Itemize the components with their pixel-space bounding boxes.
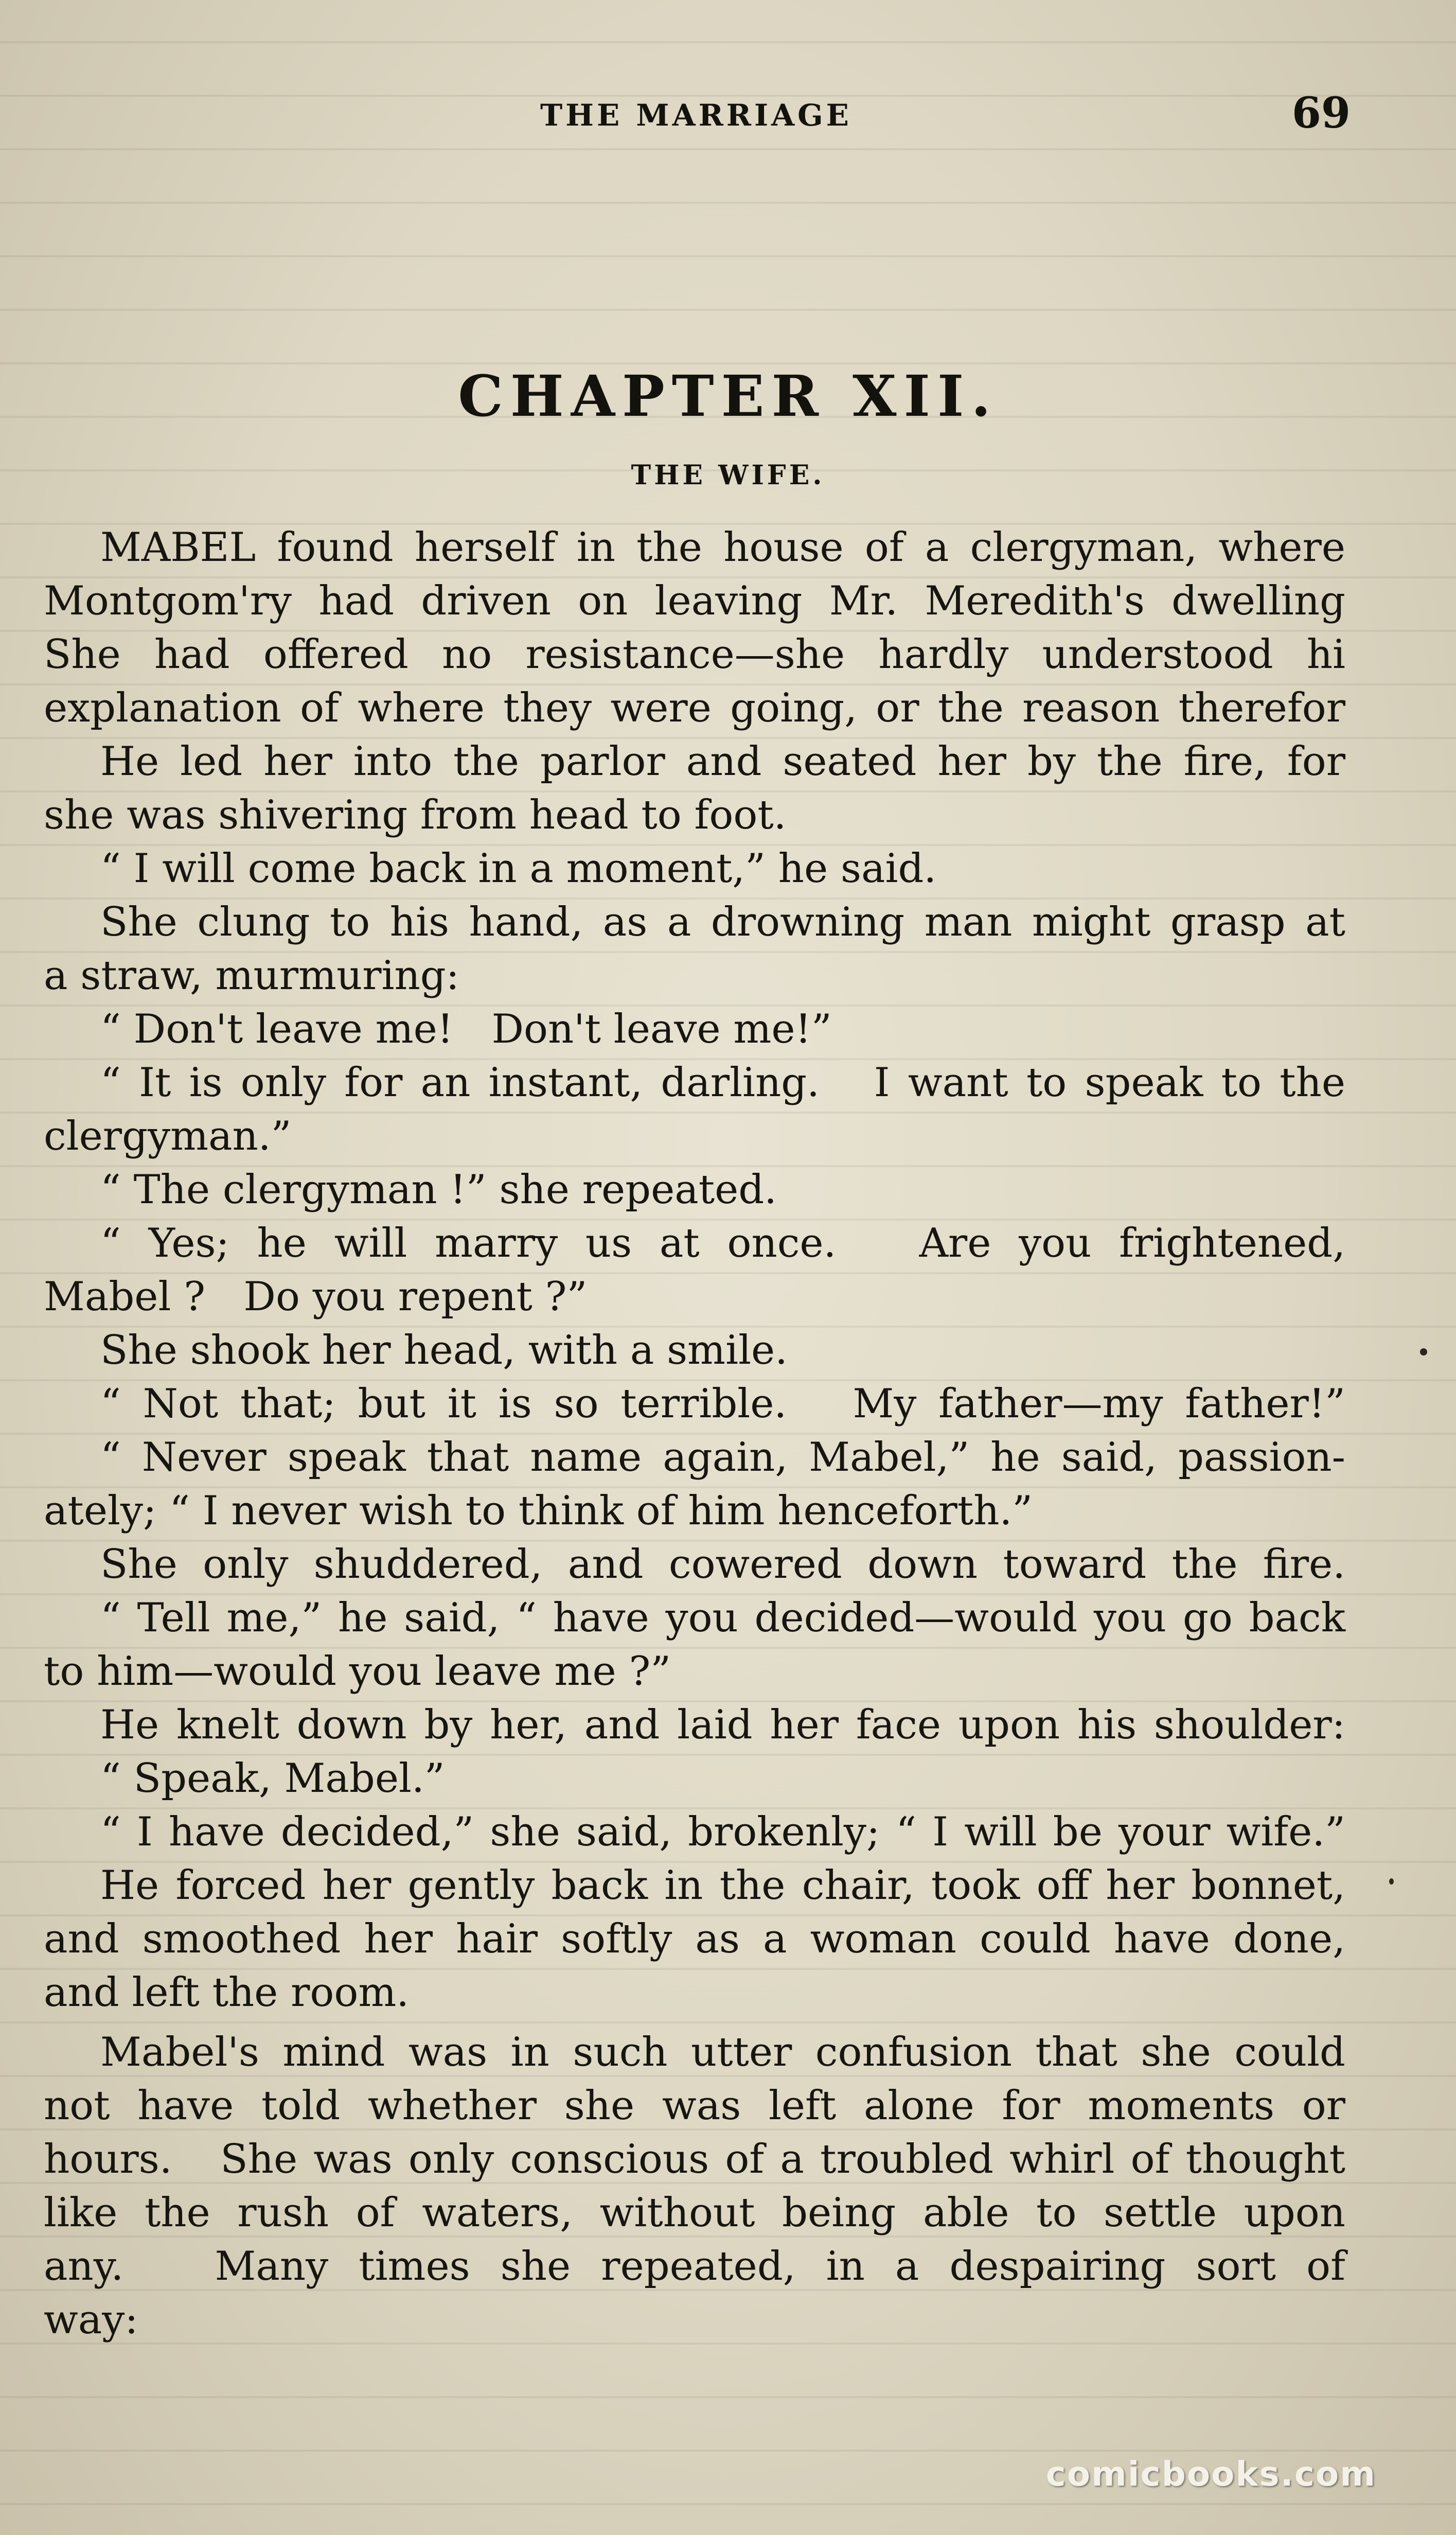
text-line: Mabel's mind was in such utter confusion that she could: [100, 2029, 1345, 2075]
text-line: “ It is only for an instant, darling. I want to speak to the: [100, 1060, 1345, 1106]
text-line: “ I will come back in a moment,” he said.: [100, 846, 937, 892]
body-text: [44, 521, 1345, 2347]
text-line: clergyman.”: [44, 1113, 292, 1159]
text-line: He forced her gently back in the chair, took off her bonnet,: [100, 1862, 1345, 1909]
text-line: like the rush of waters, without being able to settle upon: [44, 2190, 1345, 2236]
page-number: 69: [1291, 89, 1351, 138]
text-line: She shook her head, with a smile.: [100, 1327, 788, 1374]
text-line: any. Many times she repeated, in a despairing sort of: [44, 2243, 1345, 2290]
text-line: She only shuddered, and cowered down toward the fire.: [100, 1541, 1345, 1588]
text-line: MABEL found herself in the house of a clergyman, where: [100, 524, 1345, 571]
text-line: “ Never speak that name again, Mabel,” he said, passion-: [100, 1434, 1345, 1481]
text-line: not have told whether she was left alone for moments or: [44, 2083, 1345, 2129]
text-line: explanation of where they were going, or the reason therefor: [44, 685, 1345, 731]
watermark: comicbooks.com: [1045, 2454, 1376, 2494]
text-line: “ The clergyman !” she repeated.: [100, 1167, 777, 1213]
text-line: a straw, murmuring:: [44, 953, 459, 999]
text-line: “ Yes; he will marry us at once. Are you frightened,: [100, 1220, 1345, 1266]
text-line: She clung to his hand, as a drowning man might grasp at: [100, 899, 1345, 945]
paper-speck: [1389, 1878, 1394, 1885]
running-head: THE MARRIAGE: [540, 98, 852, 133]
text-line: He knelt down by her, and laid her face upon his shoulder:: [100, 1702, 1345, 1748]
text-line: she was shivering from head to foot.: [44, 792, 787, 838]
text-line: to him—would you leave me ?”: [44, 1648, 671, 1695]
text-line: She had offered no resistance—she hardly understood hi: [44, 631, 1345, 678]
text-line: “ Don't leave me! Don't leave me!”: [100, 1006, 832, 1052]
chapter-title: CHAPTER XII.: [458, 363, 998, 429]
text-line: “ Speak, Mabel.”: [100, 1755, 445, 1802]
text-line: Montgom'ry had driven on leaving Mr. Meredith's dwelling: [44, 578, 1345, 624]
text-line: and smoothed her hair softly as a woman could have done,: [44, 1916, 1345, 1962]
text-line: hours. She was only conscious of a troubled whirl of thought: [44, 2136, 1345, 2182]
paper-speck: [1420, 1348, 1427, 1355]
text-line: and left the room.: [44, 1969, 410, 2016]
text-line: Mabel ? Do you repent ?”: [44, 1274, 588, 1320]
text-line: “ Not that; but it is so terrible. My father—my father!”: [100, 1381, 1345, 1427]
text-line: way:: [44, 2297, 138, 2343]
text-line: ately; “ I never wish to think of him henceforth.”: [44, 1488, 1033, 1534]
text-line: He led her into the parlor and seated her by the fire, for: [100, 738, 1345, 785]
text-line: “ I have decided,” she said, brokenly; “ I will be your wife.”: [100, 1809, 1345, 1855]
text-line: “ Tell me,” he said, “ have you decided—would you go back: [100, 1595, 1345, 1641]
chapter-subtitle: THE WIFE.: [631, 460, 825, 491]
